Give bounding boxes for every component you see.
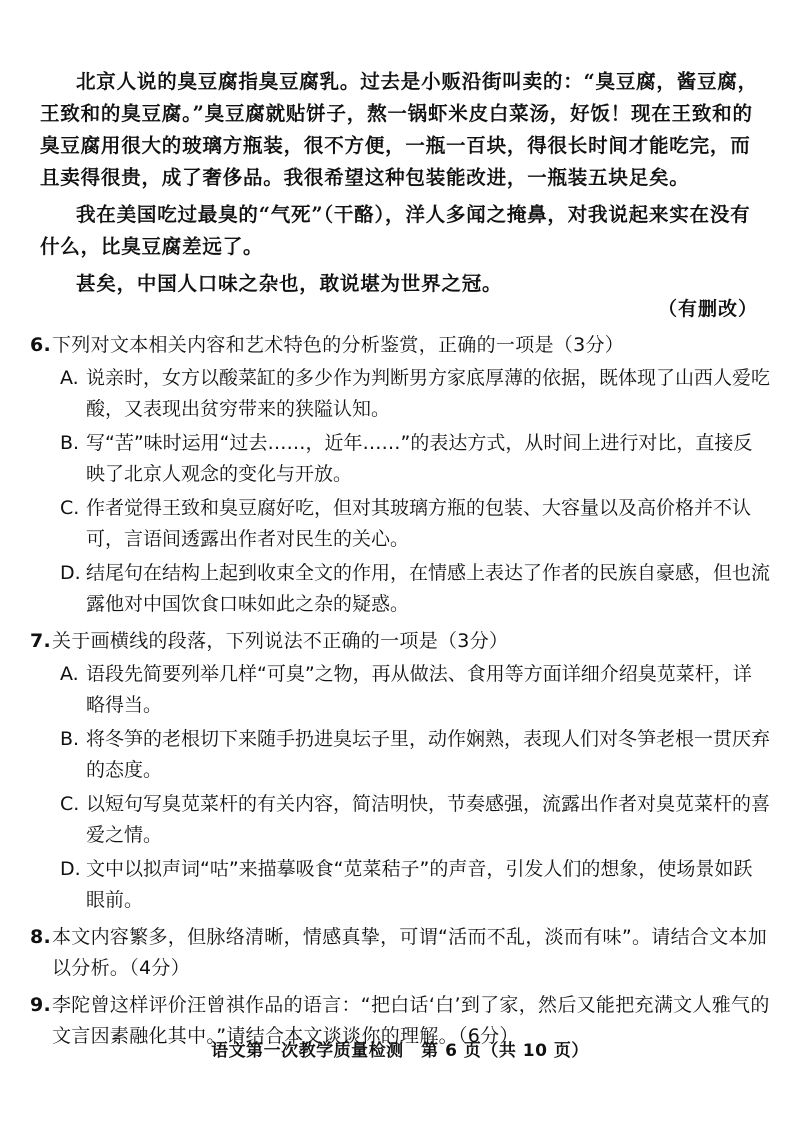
question-number: 8.	[30, 926, 52, 948]
question-stem: 下列对文本相关内容和艺术特色的分析鉴赏，正确的一项是（3分）	[52, 334, 625, 356]
reading-passage	[40, 66, 760, 300]
option-text: 语段先简要列举几样“可臭”之物，再从做法、食用等方面详细介绍臭苋菜杆，详略得当。	[86, 663, 752, 716]
question-7	[30, 626, 770, 916]
question-list	[30, 330, 770, 1058]
option-c	[60, 493, 770, 555]
option-letter: C.	[60, 497, 80, 519]
page-footer: 语文第一次教学质量检测 第 6 页（共 10 页）	[211, 1041, 589, 1061]
option-text: 将冬笋的老根切下来随手扔进臭坛子里，动作娴熟，表现人们对冬笋老根一贯厌弃的态度。	[86, 728, 771, 781]
option-text: 作者觉得王致和臭豆腐好吃，但对其玻璃方瓶的包装、大容量以及高价格并不认可，言语间透露出作者对民生的关心。	[86, 497, 752, 550]
question-number: 7.	[30, 630, 52, 652]
option-text: 说亲时，女方以酸菜缸的多少作为判断男方家底厚薄的依据，既体现了山西人爱吃酸，又表现出贫穷带来的狭隘认知。	[86, 367, 771, 420]
question-number: 6.	[30, 334, 52, 356]
option-b	[60, 428, 770, 490]
option-d	[60, 558, 770, 620]
option-a	[60, 363, 770, 425]
option-d	[60, 854, 770, 916]
option-b	[60, 724, 770, 786]
passage-paragraph: 我在美国吃过最臭的“气死”（干酪），洋人多闻之掩鼻，对我说起来实在没有什么，比臭豆腐差远了。	[40, 203, 751, 258]
option-letter: D.	[60, 858, 81, 880]
passage-paragraph: 北京人说的臭豆腐指臭豆腐乳。过去是小贩沿街叫卖的：“臭豆腐，酱豆腐，王致和的臭豆腐。”臭豆腐就贴饼子，熬一锅虾米皮白菜汤，好饭！现在王致和的臭豆腐用很大的玻璃方瓶装，很不方便，一瓶一百块，得很长时间才能吃完，而且卖得很贵，成了奢侈品。我很希望这种包装能改进，一瓶装五块足矣。	[40, 70, 758, 189]
option-letter: B.	[60, 432, 80, 454]
question-number: 9.	[30, 994, 52, 1016]
option-text: 文中以拟声词“咕”来描摹吸食“苋菜秸子”的声音，引发人们的想象，使场景如跃眼前。	[86, 858, 753, 911]
option-c	[60, 789, 770, 851]
option-text: 以短句写臭苋菜杆的有关内容，简洁明快，节奏感强，流露出作者对臭苋菜杆的喜爱之情。	[86, 793, 771, 846]
passage-paragraph: 甚矣，中国人口味之杂也，敢说堪为世界之冠。	[76, 272, 503, 295]
question-8	[30, 922, 770, 984]
option-letter: A.	[60, 367, 79, 389]
option-text: 写“苦”味时运用“过去……，近年……”的表达方式，从时间上进行对比，直接反映了北京人观念的变化与开放。	[86, 432, 753, 485]
question-stem: 本文内容繁多，但脉络清晰，情感真挚，可谓“活而不乱，淡而有味”。请结合文本加以分析。（4分）	[52, 926, 768, 979]
option-letter: B.	[60, 728, 80, 750]
option-letter: C.	[60, 793, 80, 815]
option-a	[60, 659, 770, 721]
option-letter: A.	[60, 663, 79, 685]
question-stem: 关于画横线的段落，下列说法不正确的一项是（3分）	[52, 630, 509, 652]
option-list	[60, 659, 770, 916]
option-list	[60, 363, 770, 620]
source-note: （有删改）	[657, 298, 758, 320]
question-stem: 李陀曾这样评价汪曾祺作品的语言：“把白话‘白’到了家，然后又能把充满文人雅气的文言因素融化其中。”请结合本文谈谈你的理解。（6分）	[52, 994, 770, 1047]
option-text: 结尾句在结构上起到收束全文的作用，在情感上表达了作者的民族自豪感，但也流露他对中国饮食口味如此之杂的疑惑。	[86, 562, 771, 615]
option-letter: D.	[60, 562, 81, 584]
question-6	[30, 330, 770, 620]
